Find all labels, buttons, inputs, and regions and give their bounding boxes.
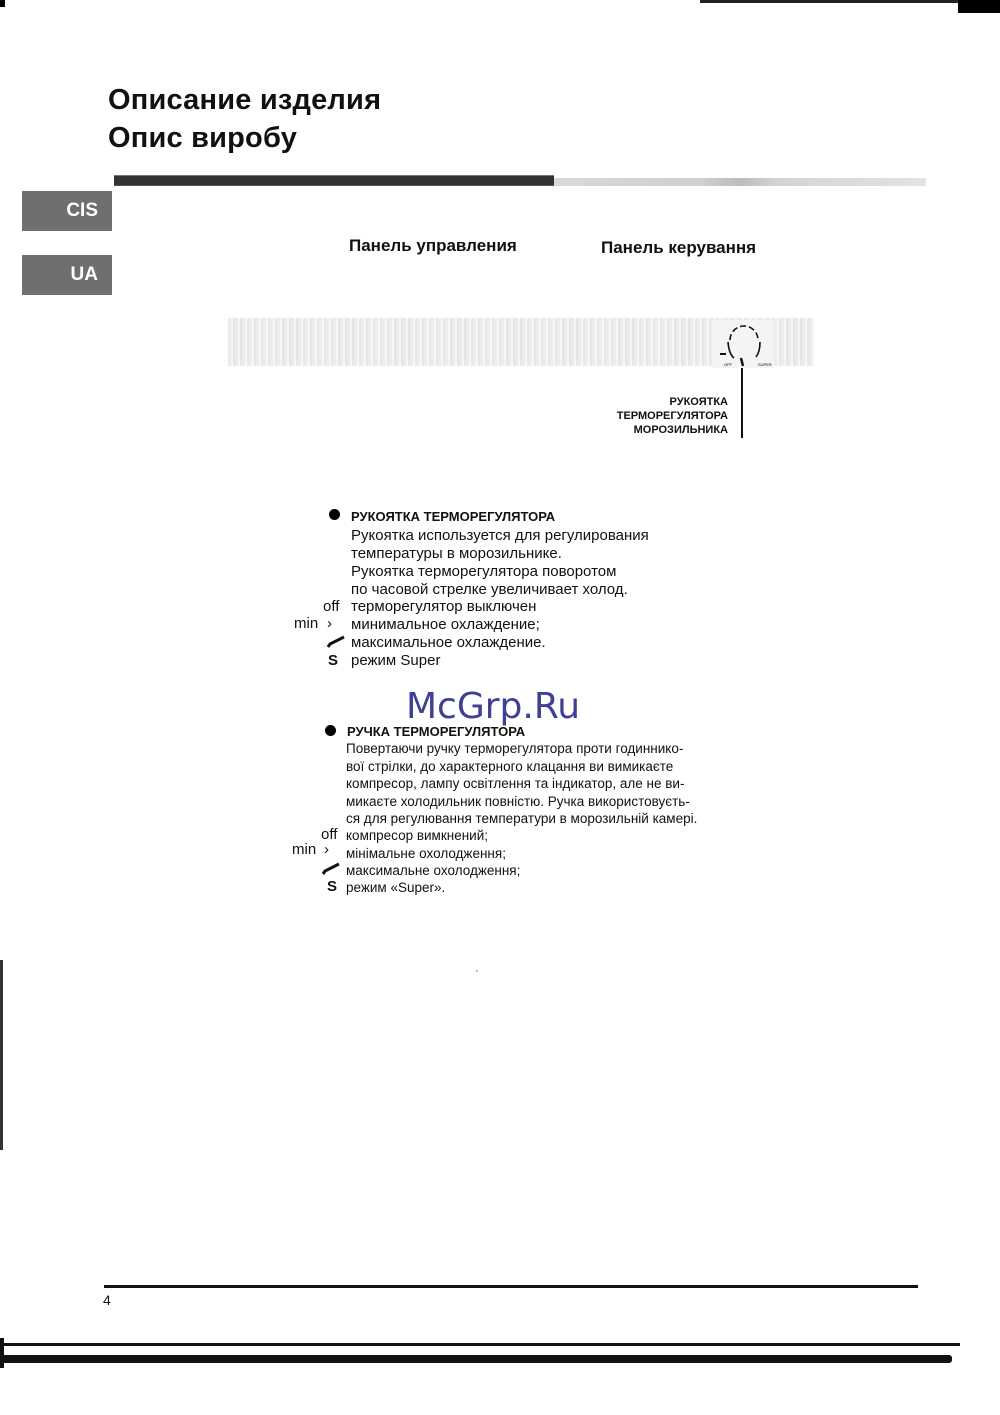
setting-symbol-super: S	[328, 652, 339, 669]
scan-edge-mark	[0, 960, 3, 1150]
setting-symbol-off: off	[323, 598, 340, 615]
scan-edge-mark	[700, 0, 1000, 3]
knob-mark-off: OFF	[724, 362, 732, 367]
setting-text: мінімальне охолодження;	[346, 846, 506, 861]
section-title-ua: РУЧКА ТЕРМОРЕГУЛЯТОРА	[347, 724, 526, 739]
text-line: температуры в морозильнике.	[351, 545, 562, 562]
min-mark-icon: ›	[324, 841, 329, 858]
language-tab-ua[interactable]: UA	[22, 255, 112, 295]
text-line: Рукоятка терморегулятора поворотом	[351, 563, 617, 580]
title-divider	[114, 175, 554, 186]
footer-divider	[104, 1285, 918, 1288]
bullet-icon	[325, 725, 336, 736]
page-number: 4	[103, 1292, 111, 1308]
setting-text: максимальне охолодження;	[346, 863, 521, 878]
max-cooling-icon	[326, 635, 346, 649]
bullet-icon	[329, 509, 340, 520]
scan-speck	[476, 970, 478, 972]
text-line: микаєте холодильник повністю. Ручка використовуєть-	[346, 794, 690, 809]
watermark: McGrp.Ru	[406, 686, 581, 727]
page-title-ru: Описание изделия	[108, 84, 382, 116]
callout-line	[741, 368, 743, 438]
title-divider-fade	[554, 178, 926, 186]
setting-symbol-min: min	[294, 615, 319, 632]
setting-text: режим «Super».	[346, 880, 446, 895]
page-title-ua: Опис виробу	[108, 122, 298, 154]
setting-text: минимальное охлаждение;	[351, 616, 540, 633]
setting-text: компресор вимкнений;	[346, 828, 488, 843]
panel-heading-ru: Панель управления	[349, 236, 517, 255]
setting-symbol-min: min	[292, 841, 317, 858]
text-line: Рукоятка используется для регулирования	[351, 527, 649, 544]
setting-text: максимальное охлаждение.	[351, 634, 546, 651]
panel-heading-ua: Панель керування	[601, 238, 757, 257]
section-title-ru: РУКОЯТКА ТЕРМОРЕГУЛЯТОРА	[351, 509, 556, 524]
scan-edge-mark	[958, 0, 1000, 13]
max-cooling-icon	[321, 862, 341, 876]
knob-mark-super: SUPER	[758, 362, 772, 367]
setting-symbol-super: S	[327, 878, 338, 895]
text-line: ся для регулювання температури в морозильній камері.	[346, 811, 698, 826]
text-line: вої стрілки, до характерного клацання ви вимикаєте	[346, 759, 674, 774]
min-mark-icon: ›	[327, 615, 332, 632]
scan-bottom-line	[2, 1355, 952, 1363]
thermostat-knob-icon	[712, 320, 774, 368]
knob-callout-label: РУКОЯТКА ТЕРМОРЕГУЛЯТОРА МОРОЗИЛЬНИКА	[616, 396, 728, 436]
language-tab-cis[interactable]: CIS	[22, 191, 112, 231]
text-line: компресор, лампу освітлення та індикатор, але не ви-	[346, 776, 685, 791]
text-line: Повертаючи ручку терморегулятора проти годиннико-	[346, 741, 684, 756]
setting-text: режим Super	[351, 652, 441, 669]
scan-edge-mark	[0, 0, 5, 7]
setting-symbol-off: off	[321, 826, 338, 843]
setting-text: терморегулятор выключен	[351, 598, 537, 615]
text-line: по часовой стрелке увеличивает холод.	[351, 581, 628, 598]
scan-bottom-line	[0, 1343, 960, 1346]
